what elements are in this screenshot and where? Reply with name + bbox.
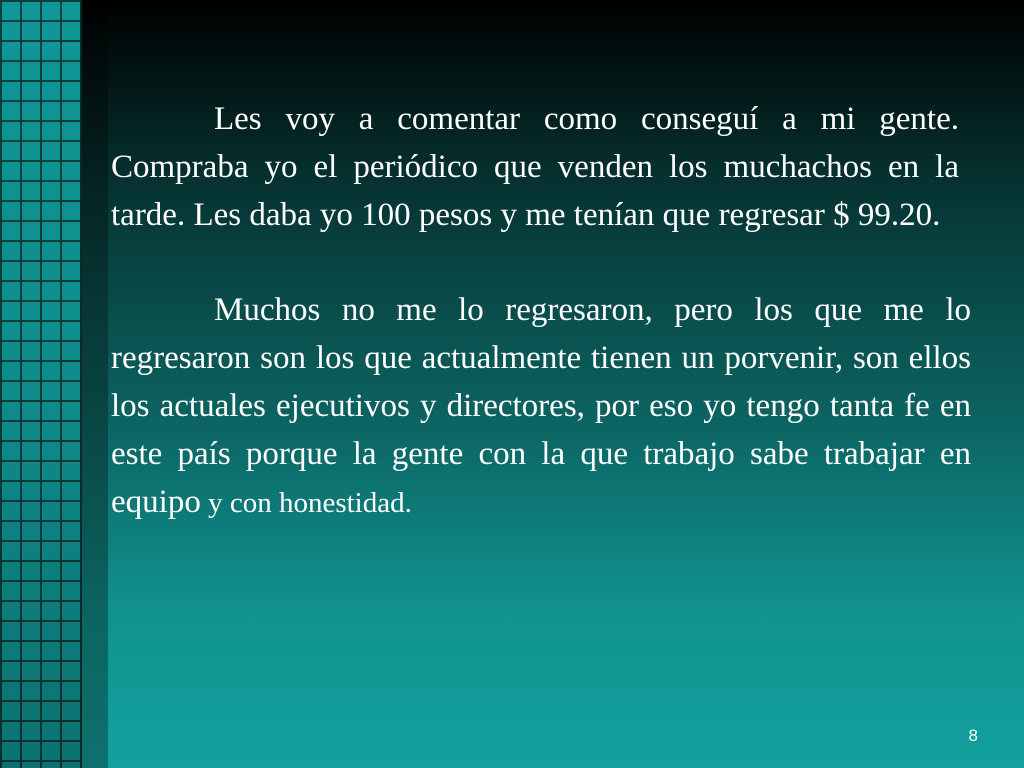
side-shadow-band	[82, 0, 108, 768]
page-number: 8	[968, 726, 978, 745]
paragraph-1: Les voy a comentar como conseguí a mi gente. Compraba yo el periódico que venden los muchachos en la tarde. Les daba yo 100 pesos y me tenían que regresar $ 99.20.	[111, 101, 959, 233]
slide-body	[111, 95, 971, 527]
paragraph-2-tail: y con honestidad.	[200, 487, 412, 519]
grid-decoration	[0, 0, 82, 768]
paragraph-2-main: Muchos no me lo regresaron, pero los que me lo regresaron son los que actualmente tienen un porvenir, son ellos los actuales ejecutivos y directores, por eso yo tengo tanta fe en este país porque la gente con la que trabajo sabe trabajar en equipo	[111, 292, 971, 520]
paragraph-2	[111, 286, 971, 527]
